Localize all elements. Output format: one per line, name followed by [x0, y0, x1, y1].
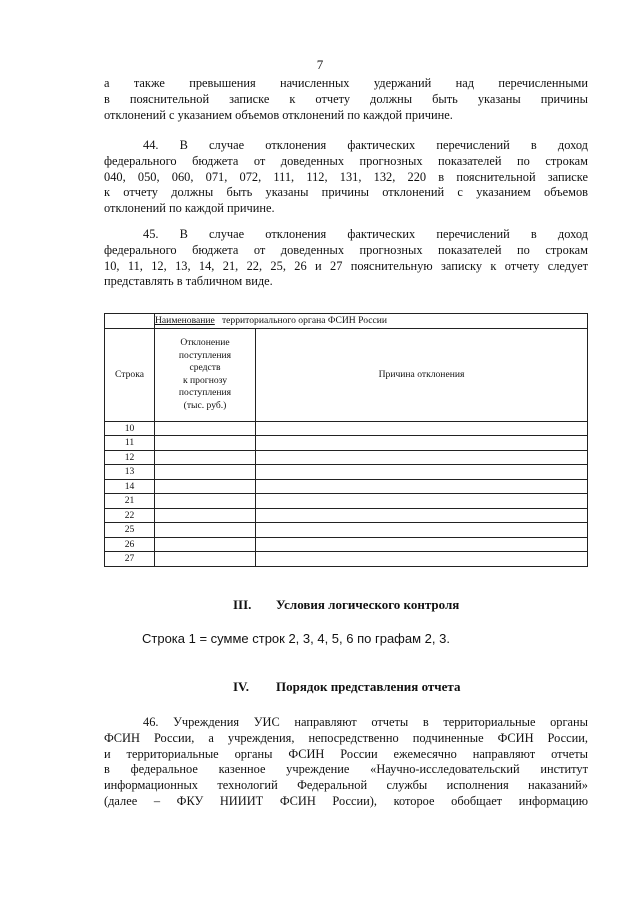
reason-cell [256, 523, 588, 538]
text-line: отклонений с указанием объемов отклонений по каждой причине. [104, 107, 453, 122]
reason-cell [256, 421, 588, 436]
table-row [105, 523, 588, 538]
row-number: 11 [105, 436, 155, 451]
text-line: 46. Учреждения УИС направляют отчеты в территориальные органы [143, 715, 588, 729]
text-line: 040, 050, 060, 071, 072, 111, 112, 131, 132, 220 в пояснительной записке [104, 169, 588, 184]
deviation-cell [155, 537, 256, 552]
row-number: 26 [105, 537, 155, 552]
deviation-cell [155, 508, 256, 523]
table-row [105, 494, 588, 509]
deviation-cell [155, 421, 256, 436]
section-title: Порядок представления отчета [276, 679, 461, 694]
row-number: 27 [105, 552, 155, 567]
row-number: 10 [105, 421, 155, 436]
deviation-cell [155, 465, 256, 480]
row-number: 22 [105, 508, 155, 523]
reason-cell [256, 479, 588, 494]
text-line: в федеральное казенное учреждение «Научно-исследовательский институт [104, 762, 588, 777]
column-header-reason: Причина отклонения [256, 328, 588, 421]
column-header-row: Строка [105, 328, 155, 421]
reason-cell [256, 537, 588, 552]
deviation-header-line: (тыс. руб.) [183, 399, 227, 411]
reason-cell [256, 465, 588, 480]
text-line: 44. В случае отклонения фактических перечислений в доход [143, 138, 588, 152]
deviation-header-line: поступления [178, 387, 232, 398]
table-row [105, 479, 588, 494]
table-row [105, 450, 588, 465]
table-row [105, 436, 588, 451]
paragraph-44 [104, 138, 588, 217]
table-row [105, 537, 588, 552]
text-line: 45. В случае отклонения фактических перечислений в доход [143, 227, 588, 241]
table-header-organ [155, 314, 588, 329]
paragraph-continuation [104, 76, 588, 123]
control-formula: Строка 1 = сумме строк 2, 3, 4, 5, 6 по графам 2, 3. [142, 631, 450, 646]
deviation-header-line: поступления [178, 349, 232, 361]
deviation-cell [155, 523, 256, 538]
text-line: федерального бюджета от доведенных прогнозных показателей по строкам [104, 153, 588, 168]
text-line: 10, 11, 12, 13, 14, 21, 22, 25, 26 и 27 пояснительную записку к отчету следует [104, 258, 588, 273]
deviation-header-line: средств [189, 362, 221, 373]
table-row [105, 465, 588, 480]
row-number: 14 [105, 479, 155, 494]
header-name-label: Наименование [155, 315, 215, 327]
table-row [105, 421, 588, 436]
row-number: 25 [105, 523, 155, 538]
deviation-table [104, 313, 588, 567]
deviation-cell [155, 494, 256, 509]
deviation-cell [155, 450, 256, 465]
row-number: 12 [105, 450, 155, 465]
paragraph-45 [104, 227, 588, 290]
section-title: Условия логического контроля [276, 597, 460, 612]
text-line: в пояснительной записке к отчету должны быть указаны причины [104, 91, 588, 106]
page-number: 7 [316, 57, 324, 72]
text-line: (далее – ФКУ НИИИТ ФСИН России), которое обобщает информацию [104, 793, 588, 808]
text-line: а также превышения начисленных удержаний над перечисленными [104, 76, 588, 90]
text-line: федерального бюджета от доведенных прогнозных показателей по строкам [104, 242, 588, 257]
reason-cell [256, 552, 588, 567]
reason-cell [256, 436, 588, 451]
header-organ-label: территориального органа ФСИН России [221, 315, 388, 327]
text-line: отклонений по каждой причине. [104, 201, 275, 216]
text-line: представлять в табличном виде. [104, 274, 273, 289]
column-header-deviation [155, 328, 256, 421]
deviation-cell [155, 552, 256, 567]
table-row [105, 552, 588, 567]
section-number: III. [233, 597, 252, 612]
deviation-header-line: Отклонение [180, 337, 230, 348]
text-line: и территориальные органы ФСИН России ежемесячно направляют отчеты [104, 746, 588, 761]
text-line: информационных технологий Федеральной службы исполнения наказаний» [104, 778, 588, 793]
table-row [105, 508, 588, 523]
deviation-cell [155, 436, 256, 451]
reason-cell [256, 494, 588, 509]
row-number: 21 [105, 494, 155, 509]
paragraph-46 [104, 715, 588, 810]
text-line: ФСИН России, а учреждения, непосредственно подчиненные ФСИН России, [104, 730, 588, 745]
deviation-header-line: к прогнозу [182, 374, 228, 386]
section-number: IV. [233, 679, 250, 694]
reason-cell [256, 450, 588, 465]
table-header-empty [105, 314, 155, 329]
row-number: 13 [105, 465, 155, 480]
text-line: к отчету должны быть указаны причины отклонений с указанием объемов [104, 185, 588, 200]
deviation-cell [155, 479, 256, 494]
reason-cell [256, 508, 588, 523]
